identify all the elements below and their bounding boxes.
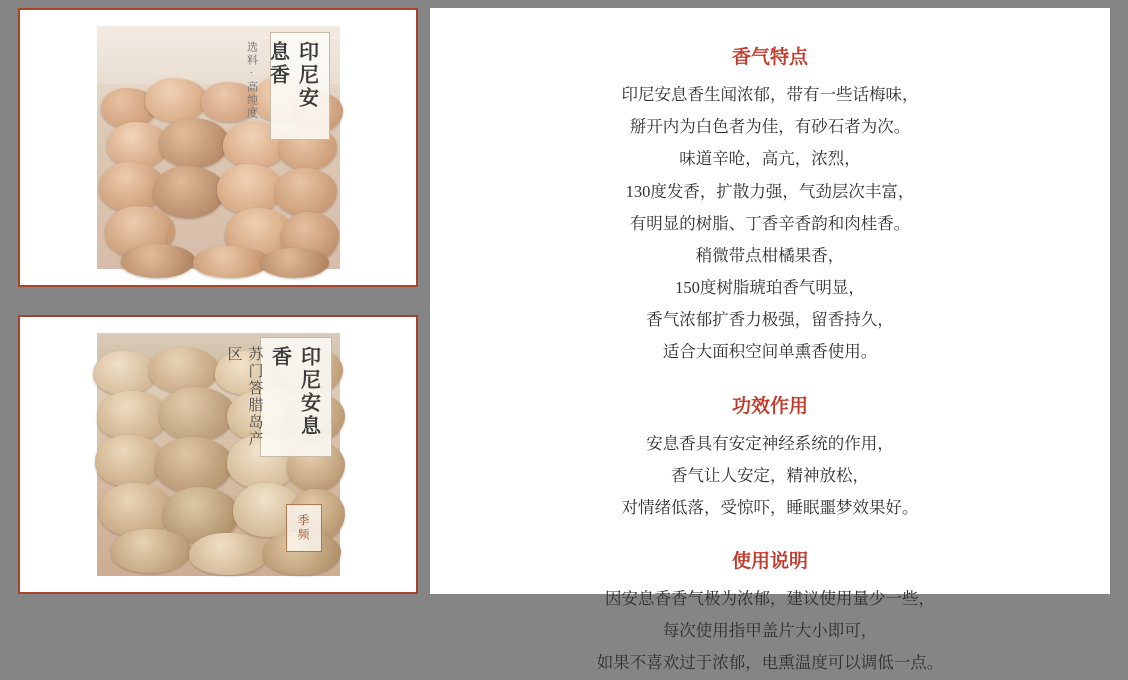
text-line: 印尼安息香生闻浓郁，带有一些话梅味，	[621, 85, 919, 104]
text-line: 香气让人安定，精神放松，	[671, 465, 869, 485]
section-benefits	[470, 391, 1070, 525]
text-line: 有明显的树脂、丁香辛香韵和肉桂香。	[629, 213, 911, 233]
section-title-benefits: 功效作用	[731, 395, 808, 417]
benzoin-resin-photo-bottom	[97, 333, 340, 576]
photo-caption-plate-2	[225, 337, 332, 457]
photo-caption-main-1: 印尼安息香	[266, 41, 318, 110]
section-body-aroma	[470, 79, 1070, 369]
image-column	[0, 0, 430, 602]
text-line: 香气浓郁扩香力极强，留香持久，	[646, 310, 894, 330]
text-line: 150度树脂琥珀香气明显，	[675, 278, 865, 298]
photo-caption-plate-1	[245, 32, 330, 140]
text-line: 稍微带点柑橘果香，	[695, 245, 845, 265]
text-line: 适合大面积空间单熏香使用。	[662, 342, 878, 362]
text-line: 因安息香香气极为浓郁，建议使用量少一些，	[605, 589, 935, 609]
section-aroma	[470, 42, 1070, 369]
photo-card-1	[18, 8, 418, 287]
section-title-aroma: 香气特点	[731, 47, 808, 68]
text-line: 味道辛呛，高亢，浓烈，	[679, 149, 861, 169]
text-line: 掰开内为白色者为佳，有砂石者为次。	[629, 117, 911, 137]
benzoin-resin-photo-top	[97, 26, 340, 269]
photo-caption-mid-2: 苏门答腊岛产区	[225, 346, 263, 448]
section-usage	[470, 546, 1070, 680]
section-body-benefits	[470, 428, 1070, 525]
photo-caption-main-2: 印尼安息香	[268, 346, 320, 438]
text-line: 130度发香，扩散力强，气劲层次丰富，	[625, 181, 915, 201]
photo-caption-sub-1: 选料·高纯度	[245, 41, 258, 120]
text-line: 如果不喜欢过于浓郁，电熏温度可以调低一点。	[596, 653, 944, 673]
text-line: 每次使用指甲盖片大小即可，	[662, 621, 878, 641]
seal-stamp: 季频	[286, 504, 322, 552]
photo-card-2	[18, 315, 418, 594]
text-panel	[430, 8, 1110, 673]
text-line: 对情绪低落，受惊吓，睡眠噩梦效果好。	[621, 497, 919, 517]
text-line: 安息香具有安定神经系统的作用，	[646, 433, 894, 453]
section-body-usage	[470, 583, 1070, 680]
section-title-usage: 使用说明	[731, 551, 808, 573]
